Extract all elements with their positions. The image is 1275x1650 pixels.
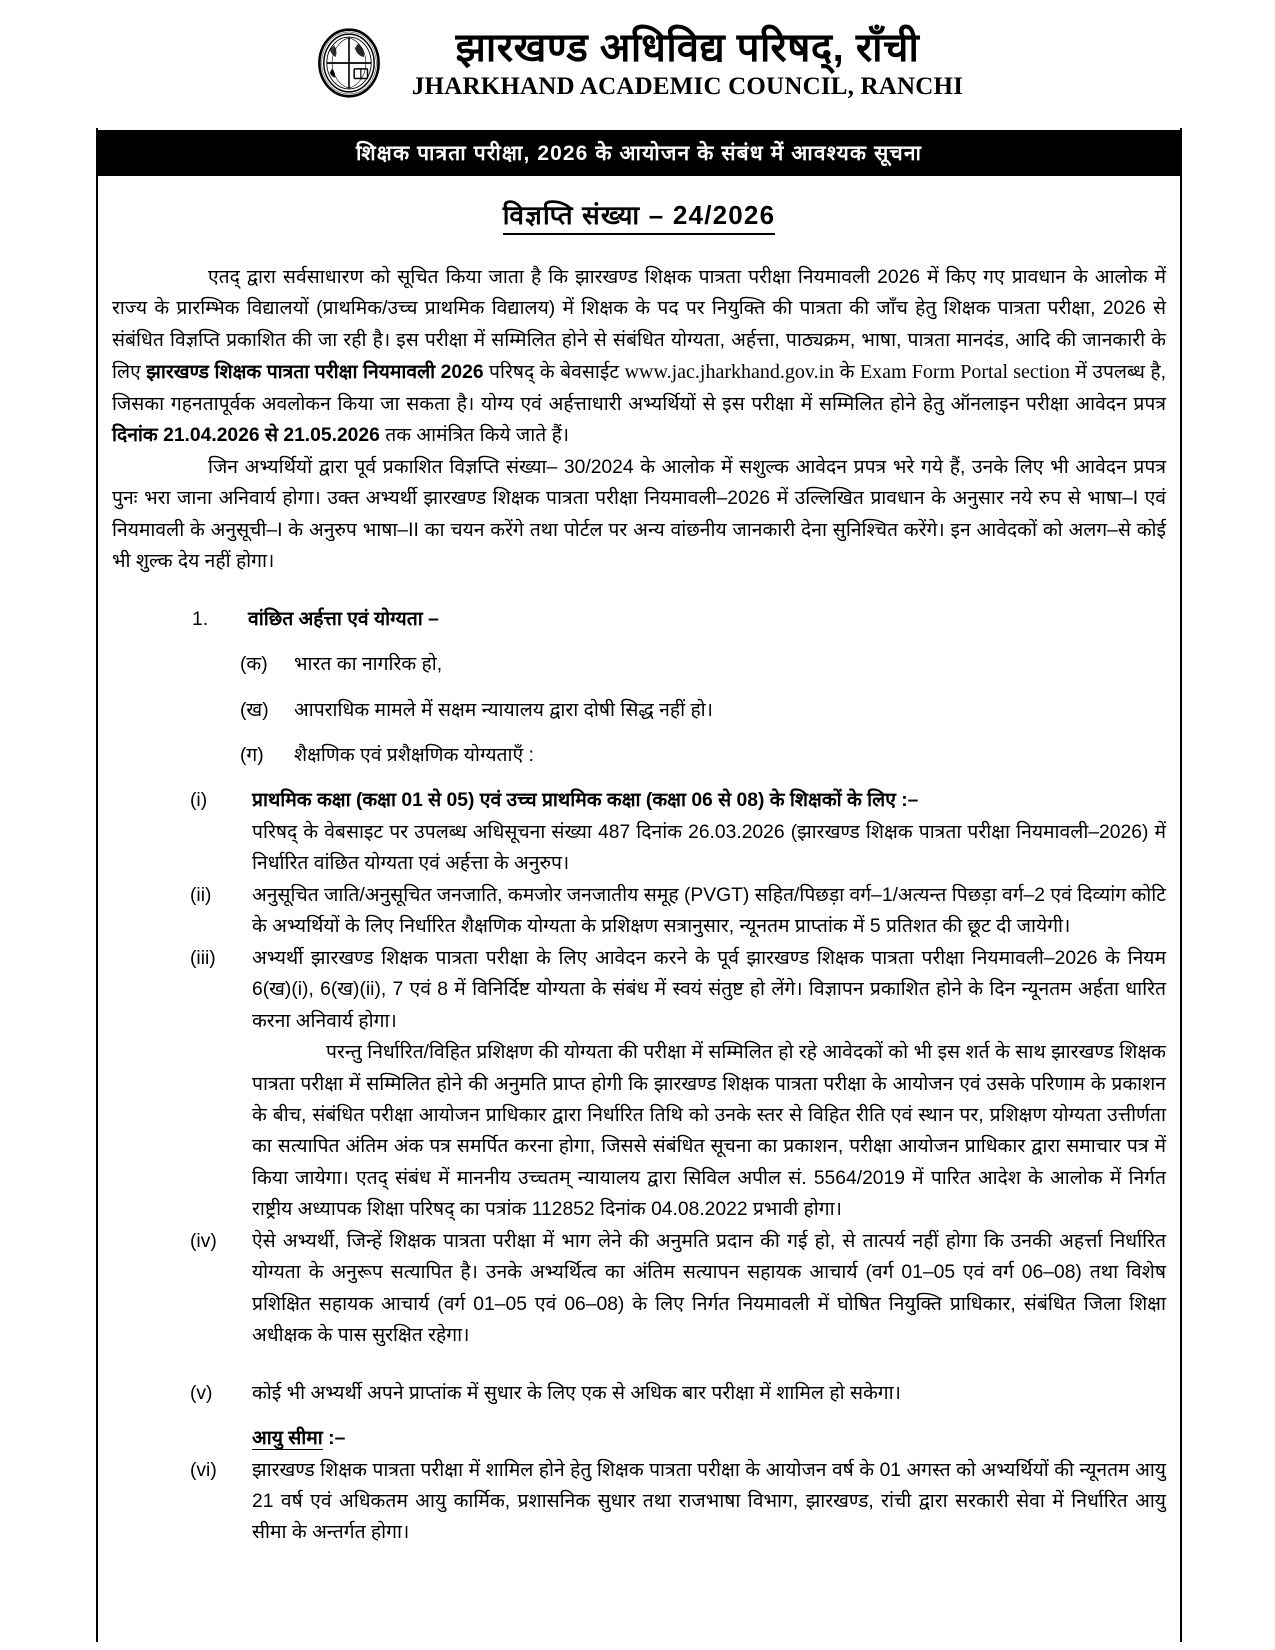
council-title-english: JHARKHAND ACADEMIC COUNCIL, RANCHI bbox=[411, 72, 964, 100]
list-item bbox=[190, 785, 1166, 879]
roman-marker-i: (i) bbox=[190, 790, 208, 812]
roman-marker-v: (v) bbox=[190, 1382, 213, 1404]
list-item bbox=[190, 1378, 1166, 1409]
sub-item-marker-kha: (ख) bbox=[240, 699, 269, 721]
council-title-hindi: झारखण्ड अधिविद्य परिषद्, राँची bbox=[455, 26, 920, 70]
intro-paragraph-2: जिन अभ्यर्थियों द्वारा पूर्व प्रकाशित विज्ञप्ति संख्या– 30/2024 के आलोक में सशुल्क आवेदन प्रपत्र भरे गये हैं, उनके लिए भी आवेदन प्रपत्र पुनः भरा जाना अनिवार्य होगा। उक्त अभ्यर्थी झारखण्ड शिक्षक पात्रता परीक्षा नियमावली–2026 में उल्लिखित प्रावधान के अनुसार नये रुप से भाषा–I एवं नियमावली के अनुसूची–I के अनुरुप भाषा–II का चयन करेंगे तथा पोर्टल पर अन्य वांछनीय जानकारी देना सुनिश्चित करेंगे। इन आवेदकों को अलग–से कोई भी शुल्क देय नहीं होगा। bbox=[112, 456, 1166, 573]
section-1-heading-row bbox=[192, 604, 1166, 635]
notice-number-row bbox=[96, 196, 1182, 235]
sub-item-text-ga: शैक्षणिक एवं प्रशैक्षणिक योग्यताएँ : bbox=[294, 745, 534, 767]
roman-iii-text: अभ्यर्थी झारखण्ड शिक्षक पात्रता परीक्षा के लिए आवेदन करने के पूर्व झारखण्ड शिक्षक पात्रता परीक्षा नियमावली–2026 के नियम 6(ख)(i), 6(ख)(ii), 7 एवं 8 में विनिर्दिष्ट योग्यता के संबंध में स्वयं संतुष्ट हो लेंगे। विज्ञापन प्रकाशित होने के दिन न्यूनतम अर्हता धारित करना अनिवार्य होगा। bbox=[252, 947, 1166, 1032]
section-1-marker: 1. bbox=[192, 608, 209, 630]
roman-i-bold-heading: प्राथमिक कक्षा (कक्षा 01 से 05) एवं उच्च प्राथमिक कक्षा (कक्षा 06 से 08) के शिक्षकों के लिए :– bbox=[252, 790, 919, 812]
header-titles bbox=[412, 26, 963, 100]
spacer bbox=[112, 681, 1166, 695]
roman-marker-ii: (ii) bbox=[190, 884, 212, 906]
roman-marker-vi: (vi) bbox=[190, 1459, 217, 1481]
age-limit-text: झारखण्ड शिक्षक पात्रता परीक्षा में शामिल होने हेतु शिक्षक पात्रता परीक्षा के आयोजन वर्ष के 01 अगस्त को अभ्यर्थियों की न्यूनतम आयु 21 वर्ष एवं अधिकतम आयु कार्मिक, प्रशासनिक सुधार तथा राजभाषा विभाग, झारखण्ड, रांची द्वारा सरकारी सेवा में निर्धारित आयु सीमा के अन्तर्गत होगा। bbox=[252, 1459, 1166, 1544]
document-body bbox=[104, 262, 1176, 1549]
intro-p1-part5: तक आमंत्रित किये जाते हैं। bbox=[379, 425, 570, 447]
notice-number: विज्ञप्ति संख्या – 24/2026 bbox=[503, 196, 776, 235]
age-limit-marker-spacer bbox=[190, 1423, 252, 1454]
notice-banner bbox=[96, 130, 1182, 176]
intro-p1-bold-rules: झारखण्ड शिक्षक पात्रता परीक्षा नियमावली 2026 bbox=[146, 362, 484, 384]
spacer bbox=[112, 726, 1166, 740]
spacer bbox=[112, 771, 1166, 785]
list-item bbox=[190, 943, 1166, 1226]
roman-marker-iv: (iv) bbox=[190, 1230, 217, 1252]
list-item bbox=[190, 1455, 1166, 1549]
jac-seal-emblem-icon bbox=[312, 26, 386, 100]
age-limit-heading-suffix: :– bbox=[322, 1428, 346, 1450]
intro-p1-part4: में उपलब्ध है, जिसका गहनतापूर्वक अवलोकन किया जा सकता है। योग्य एवं अर्हत्ताधारी अभ्यर्थियों से इस परीक्षा में सम्मिलित होने हेतु ऑनलाइन परीक्षा आवेदन प्रपत्र bbox=[112, 362, 1166, 415]
roman-marker-iii: (iii) bbox=[190, 947, 216, 969]
document-header bbox=[0, 0, 1275, 100]
age-limit-heading-row bbox=[190, 1423, 1166, 1454]
list-item bbox=[240, 740, 1166, 771]
roman-i-text: परिषद् के वेबसाइट पर उपलब्ध अधिसूचना संख्या 487 दिनांक 26.03.2026 (झारखण्ड शिक्षक पात्रता परीक्षा नियमावली–2026) में निर्धारित वांछित योग्यता एवं अर्हत्ता के अनुरुप। bbox=[252, 821, 1166, 875]
list-item bbox=[190, 880, 1166, 943]
roman-v-text: कोई भी अभ्यर्थी अपने प्राप्तांक में सुधार के लिए एक से अधिक बार परीक्षा में शामिल हो सकेगा। bbox=[252, 1382, 901, 1404]
intro-p1-part3: के bbox=[834, 362, 860, 384]
sub-item-marker-ka: (क) bbox=[240, 654, 268, 676]
list-item bbox=[240, 649, 1166, 680]
spacer bbox=[112, 578, 1166, 604]
spacer bbox=[112, 1352, 1166, 1378]
roman-iv-text: ऐसे अभ्यर्थी, जिन्हें शिक्षक पात्रता परीक्षा में भाग लेने की अनुमति प्रदान की गई हो, से तात्पर्य नहीं होगा कि उनकी अहर्त्ता निर्धारित योग्यता के अनुरूप सत्यापित है। उनके अभ्यर्थित्व का अंतिम सत्यापन सहायक आचार्य (वर्ग 01–05 एवं वर्ग 06–08) तथा विशेष प्रशिक्षित सहायक आचार्य (वर्ग 01–05 एवं 06–08) के लिए निर्गत नियमावली में घोषित नियुक्ति प्राधिकार, संबंधित जिला शिक्षा अधीक्षक के पास सुरक्षित रहेगा। bbox=[252, 1230, 1166, 1347]
website-url: www.jac.jharkhand.gov.in bbox=[624, 361, 835, 384]
section-1-heading: वांछित अर्हत्ता एवं योग्यता – bbox=[248, 608, 439, 630]
sub-item-text-ka: भारत का नागरिक हो, bbox=[294, 654, 443, 676]
intro-p1-part2: परिषद् के बेवसाईट bbox=[483, 362, 625, 384]
sub-item-text-kha: आपराधिक मामले में सक्षम न्यायालय द्वारा दोषी सिद्ध नहीं हो। bbox=[294, 699, 713, 721]
sub-item-marker-ga: (ग) bbox=[240, 745, 264, 767]
spacer bbox=[112, 1409, 1166, 1423]
roman-iii-sub-paragraph: परन्तु निर्धारित/विहित प्रशिक्षण की योग्यता की परीक्षा में सम्मिलित हो रहे आवेदकों को भी इस शर्त के साथ झारखण्ड शिक्षक पात्रता परीक्षा में सम्मिलित होने की अनुमति प्राप्त होगी कि झारखण्ड शिक्षक पात्रता परीक्षा के आयोजन एवं उसके परिणाम के प्रकाशन के बीच, संबंधित परीक्षा आयोजन प्राधिकार द्वारा निर्धारित तिथि को उनके स्तर से विहित रीति एवं स्थान पर, प्रशिक्षण योग्यता उत्तीर्णता का सत्यापित अंतिम अंक पत्र समर्पित करना होगा, जिससे संबंधित सूचना का प्रकाशन, परीक्षा आयोजन प्राधिकार द्वारा समाचार पत्र में किया जायेगा। एतद् संबंध में माननीय उच्चतम् न्यायालय द्वारा सिविल अपील सं. 5564/2019 में पारित आदेश के आलोक में निर्गत राष्ट्रीय अध्यापक शिक्षा परिषद् का पत्रांक 112852 दिनांक 04.08.2022 प्रभावी होगा। bbox=[252, 1042, 1166, 1221]
roman-ii-text: अनुसूचित जाति/अनुसूचित जनजाति, कमजोर जनजातीय समूह (PVGT) सहित/पिछड़ा वर्ग–1/अत्यन्त पिछड़ा वर्ग–2 एवं दिव्यांग कोटि के अभ्यर्थियों के लिए निर्धारित शैक्षणिक योग्यता के प्रशिक्षण सत्रानुसार, न्यूनतम प्राप्तांक में 5 प्रतिशत की छूट दी जायेगी। bbox=[252, 884, 1166, 938]
application-dates: दिनांक 21.04.2026 से 21.05.2026 bbox=[112, 425, 380, 447]
list-item bbox=[240, 695, 1166, 726]
intro-p1-part1: एतद् द्वारा सर्वसाधारण को सूचित किया जाता है कि झारखण्ड शिक्षक पात्रता परीक्षा नियमावली 2026 में किए गए प्रावधान के आलोक में राज्य के प्रारम्भिक विद्यालयों (प्राथमिक/उच्च प्राथमिक विद्यालय) में शिक्षक के पद पर नियुक्ति की पात्रता की जाँच हेतु शिक्षक पात्रता परीक्षा, 2026 से संबंधित विज्ञप्ति प्रकाशित की जा रही है। इस परीक्षा में सम्मिलित होने से संबंधित योग्यता, अर्हत्ता, पाठ्यक्रम, भाषा, पात्रता मानदंड, आदि की जानकारी के लिए bbox=[112, 267, 1166, 384]
list-item bbox=[190, 1226, 1166, 1352]
notice-banner-text: शिक्षक पात्रता परीक्षा, 2026 के आयोजन के संबंध में आवश्यक सूचना bbox=[355, 142, 923, 165]
spacer bbox=[112, 635, 1166, 649]
exam-form-portal-label: Exam Form Portal section bbox=[859, 361, 1070, 384]
intro-paragraph-1 bbox=[112, 262, 1166, 452]
age-limit-heading: आयु सीमा bbox=[252, 1428, 323, 1450]
